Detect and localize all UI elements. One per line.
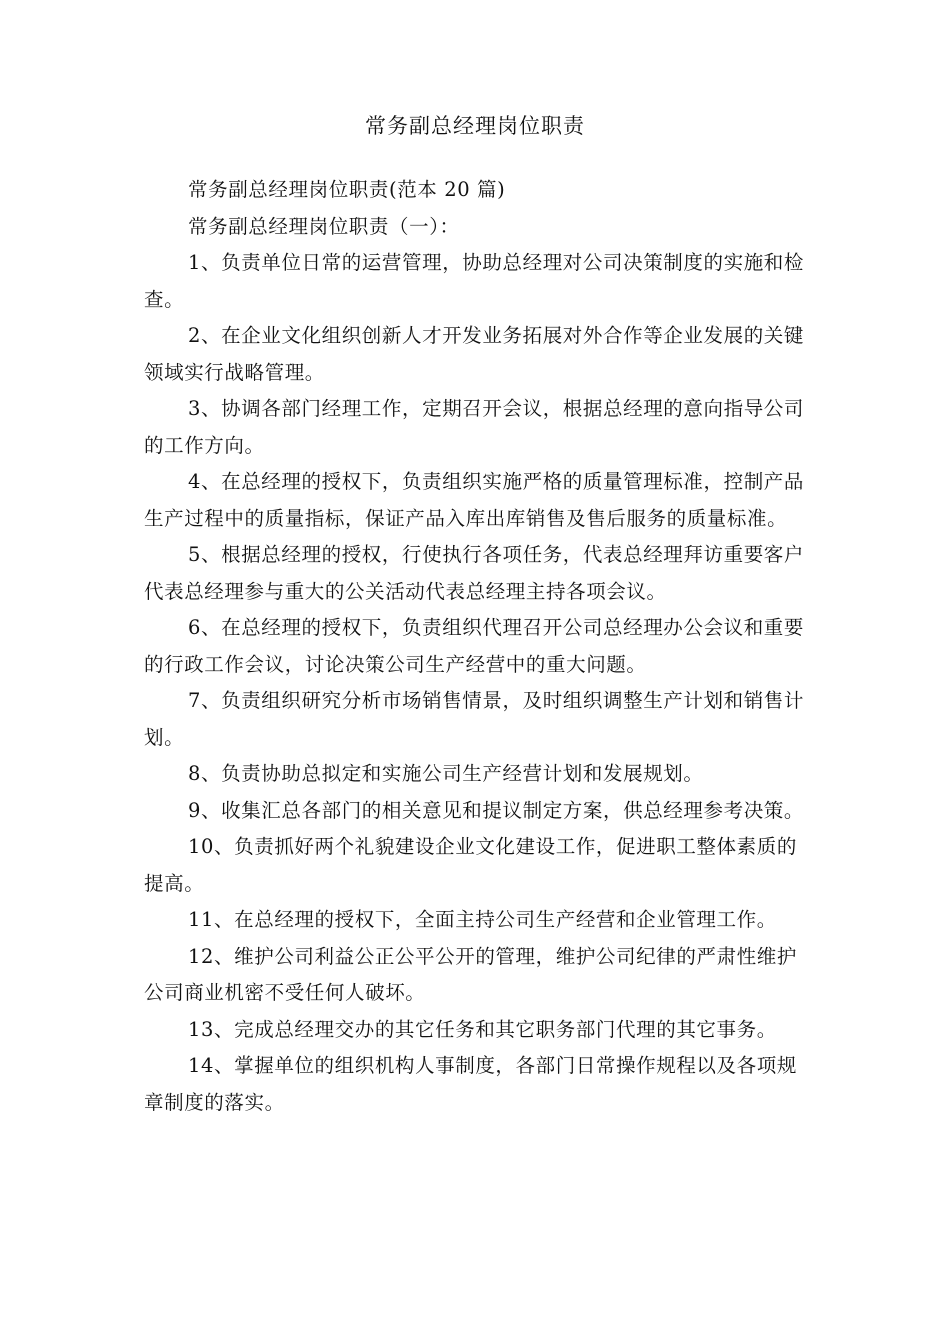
page-title: 常务副总经理岗位职责 xyxy=(365,114,585,138)
duty-item-5: 5、根据总经理的授权，行使执行各项任务，代表总经理拜访重要客户代表总经理参与重大的公关活动代表总经理主持各项会议。 xyxy=(144,543,805,603)
section-heading: 常务副总经理岗位职责（一）： xyxy=(188,214,460,238)
duty-item-7: 7、负责组织研究分析市场销售情景，及时组织调整生产计划和销售计划。 xyxy=(144,689,805,749)
duty-item-4: 4、在总经理的授权下，负责组织实施严格的质量管理标准，控制产品生产过程中的质量指标，保证产品入库出库销售及售后服务的质量标准。 xyxy=(144,470,805,530)
duty-item-11: 11、在总经理的授权下，全面主持公司生产经营和企业管理工作。 xyxy=(188,908,777,931)
duty-item-2: 2、在企业文化组织创新人才开发业务拓展对外合作等企业发展的关键领域实行战略管理。 xyxy=(144,324,805,384)
duty-item-3: 3、协调各部门经理工作，定期召开会议，根据总经理的意向指导公司的工作方向。 xyxy=(144,397,805,457)
duty-item-8: 8、负责协助总拟定和实施公司生产经营计划和发展规划。 xyxy=(188,762,704,785)
duty-item-12: 12、维护公司利益公正公平公开的管理，维护公司纪律的严肃性维护公司商业机密不受任何人破坏。 xyxy=(144,944,797,1004)
duty-item-1: 1、负责单位日常的运营管理，协助总经理对公司决策制度的实施和检查。 xyxy=(144,251,805,311)
duty-item-13: 13、完成总经理交办的其它任务和其它职务部门代理的其它事务。 xyxy=(188,1017,777,1041)
duty-item-9: 9、收集汇总各部门的相关意见和提议制定方案，供总经理参考决策。 xyxy=(188,798,805,822)
document-subtitle: 常务副总经理岗位职责(范本 20 篇) xyxy=(188,178,506,201)
document-body xyxy=(144,172,814,1121)
duty-item-6: 6、在总经理的授权下，负责组织代理召开公司总经理办公会议和重要的行政工作会议，讨论决策公司生产经营中的重大问题。 xyxy=(144,616,805,676)
duty-item-14: 14、掌握单位的组织机构人事制度，各部门日常操作规程以及各项规章制度的落实。 xyxy=(144,1054,797,1114)
duty-item-10: 10、负责抓好两个礼貌建设企业文化建设工作，促进职工整体素质的提高。 xyxy=(144,835,797,895)
